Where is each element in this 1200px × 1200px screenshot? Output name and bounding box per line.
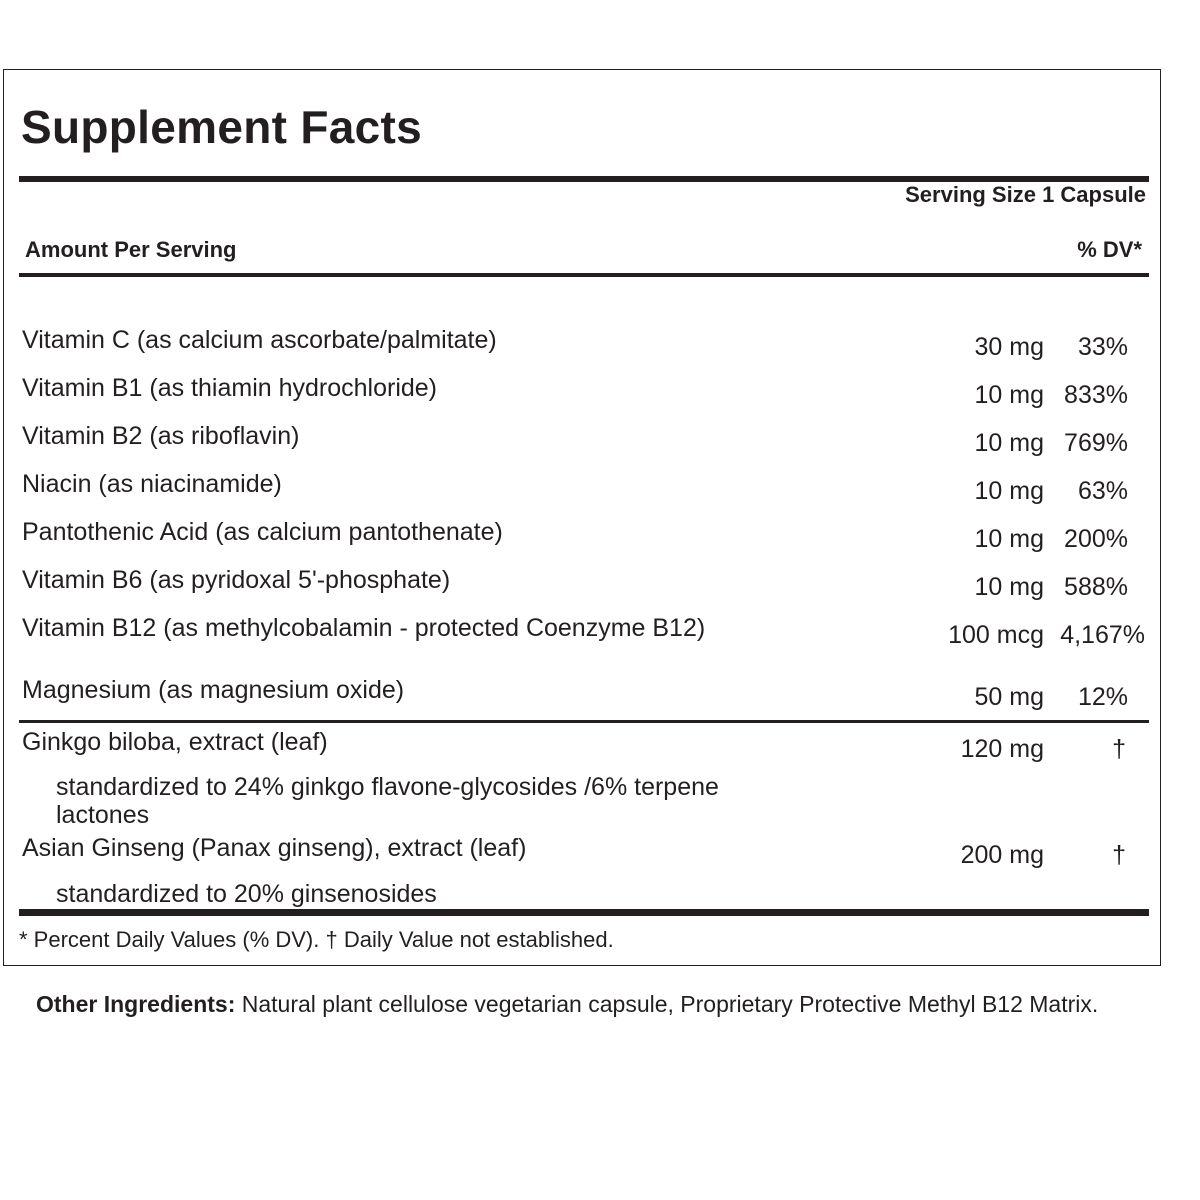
nutrient-name: Niacin (as niacinamide)	[22, 470, 282, 498]
herbal-dv: †	[1112, 841, 1126, 869]
footnote: * Percent Daily Values (% DV). † Daily Value not established.	[19, 927, 614, 952]
nutrient-amount: 10 mg	[974, 429, 1044, 457]
other-ingredients	[36, 986, 1146, 1023]
nutrient-name: Pantothenic Acid (as calcium pantothenate)	[22, 518, 503, 546]
amount-per-serving-header: Amount Per Serving	[25, 237, 237, 262]
nutrient-row	[4, 326, 1162, 374]
herbal-name: Ginkgo biloba, extract (leaf)	[22, 728, 328, 756]
nutrient-name: Vitamin C (as calcium ascorbate/palmitate)	[22, 326, 497, 354]
nutrient-dv: 769%	[1064, 429, 1128, 457]
herbal-row	[4, 834, 1162, 882]
nutrient-name: Vitamin B2 (as riboflavin)	[22, 422, 300, 450]
nutrient-amount: 100 mcg	[948, 621, 1044, 649]
nutrient-row	[4, 614, 1162, 674]
nutrient-name: Magnesium (as magnesium oxide)	[22, 676, 405, 704]
nutrient-row	[4, 470, 1162, 518]
nutrient-amount: 50 mg	[974, 683, 1044, 711]
nutrient-row	[4, 566, 1162, 614]
serving-size: Serving Size 1 Capsule	[905, 182, 1146, 207]
nutrient-name: Vitamin B6 (as pyridoxal 5'-phosphate)	[22, 566, 451, 594]
nutrient-dv: 63%	[1077, 477, 1128, 505]
herbal-row	[4, 728, 1162, 776]
supplement-facts-panel	[3, 69, 1161, 966]
nutrient-row	[4, 676, 1162, 724]
dv-header: % DV*	[1077, 237, 1142, 262]
nutrient-dv: 200%	[1064, 525, 1128, 553]
nutrient-row	[4, 518, 1162, 566]
other-ingredients-label: Other Ingredients:	[36, 991, 236, 1017]
header-rule	[19, 273, 1149, 277]
nutrient-dv: 33%	[1077, 333, 1128, 361]
nutrient-amount: 10 mg	[974, 381, 1044, 409]
nutrient-row	[4, 422, 1162, 470]
herbal-amount: 200 mg	[960, 841, 1044, 869]
herbal-amount: 120 mg	[960, 735, 1044, 763]
nutrient-name: Vitamin B1 (as thiamin hydrochloride)	[22, 374, 438, 402]
herbal-standardization: standardized to 24% ginkgo flavone-glycosides /6% terpene lactones	[56, 773, 719, 829]
section-divider-rule	[19, 720, 1149, 723]
other-ingredients-text: Natural plant cellulose vegetarian capsule, Proprietary Protective Methyl B12 Matrix.	[235, 991, 1099, 1017]
bottom-thick-rule	[19, 909, 1149, 916]
nutrient-name: Vitamin B12 (as methylcobalamin - protected Coenzyme B12)	[22, 614, 706, 642]
nutrient-dv: 588%	[1064, 573, 1128, 601]
herbal-name: Asian Ginseng (Panax ginseng), extract (leaf)	[22, 834, 527, 862]
nutrient-dv: 833%	[1064, 381, 1128, 409]
nutrient-amount: 10 mg	[974, 525, 1044, 553]
nutrient-dv: 4,167%	[1060, 621, 1145, 649]
nutrient-amount: 10 mg	[974, 477, 1044, 505]
nutrient-amount: 10 mg	[974, 573, 1044, 601]
nutrient-dv: 12%	[1077, 683, 1128, 711]
herbal-dv: †	[1112, 735, 1126, 763]
panel-title: Supplement Facts	[21, 101, 422, 153]
herbal-standardization: standardized to 20% ginsenosides	[56, 880, 437, 908]
nutrient-amount: 30 mg	[974, 333, 1044, 361]
nutrient-row	[4, 374, 1162, 422]
